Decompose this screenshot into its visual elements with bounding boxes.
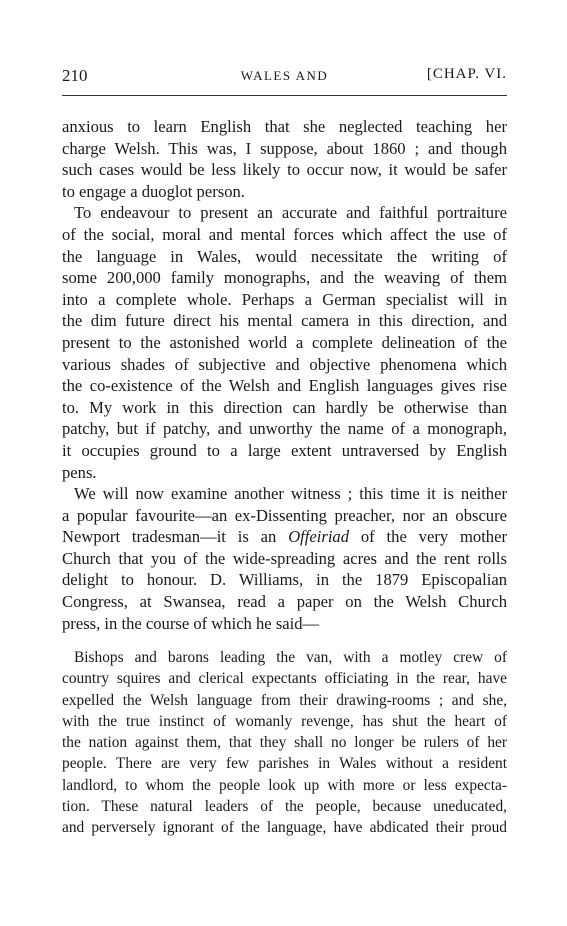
text-line: pens.	[62, 462, 97, 482]
text-line: press, in the course of which he said—	[62, 613, 320, 633]
text-line: To endeavour to present an accurate and faithful portraiture	[74, 203, 507, 223]
paragraph	[62, 483, 507, 634]
body-text	[62, 116, 507, 634]
text-line: to. My work in this direction can hardly be otherwise than	[62, 397, 507, 417]
quote-line: country squires and clerical expectants officiating in the rear, have	[62, 670, 507, 688]
text-line: various shades of subjective and objective phenomena which	[62, 354, 507, 374]
quote-line: tion. These natural leaders of the people, because uneducated,	[62, 798, 507, 816]
text-line: We will now examine another witness ; this time it is neither	[74, 484, 507, 504]
text-line: present to the astonished world a complete delineation of the	[62, 332, 507, 352]
text-line: some 200,000 family monographs, and the weaving of them	[62, 268, 507, 288]
quote-line: people. There are very few parishes in Wales without a resident	[62, 755, 507, 773]
text-line: delight to honour. D. Williams, in the 1879 Episcopalian	[62, 570, 507, 590]
text-line: the language in Wales, would necessitate the writing of	[62, 246, 507, 266]
text-span: Newport tradesman—it is an	[62, 527, 289, 547]
text-line: a popular favourite—an ex-Dissenting preacher, nor an obscure	[62, 505, 507, 525]
paragraph	[62, 116, 507, 202]
text-line: the dim future direct his mental camera in this direction, and	[62, 311, 507, 331]
text-line: to engage a duoglot person.	[62, 181, 245, 201]
text-line: of the social, moral and mental forces which affect the use of	[62, 224, 507, 244]
italic-term: Offeiriad	[288, 527, 350, 547]
text-line: patchy, but if patchy, and unworthy the name of a monograph,	[62, 419, 507, 439]
page-header	[62, 66, 507, 88]
text-line: such cases would be less likely to occur now, it would be safer	[62, 160, 507, 180]
running-title: WALES AND	[240, 68, 329, 83]
paragraph	[62, 202, 507, 483]
page-number: 210	[62, 66, 88, 85]
quote-line: the nation against them, that they shall no longer be rulers of her	[62, 734, 507, 752]
text-line: it occupies ground to a large extent untraversed by English	[62, 440, 507, 460]
text-line: charge Welsh. This was, I suppose, about 1860 ; and though	[62, 138, 507, 158]
text-line: Church that you of the wide-spreading acres and the rent rolls	[62, 548, 507, 568]
text-line: Congress, at Swansea, read a paper on the Welsh Church	[62, 592, 507, 612]
block-quote	[62, 647, 507, 839]
quote-line: with the true instinct of womanly revenge, has shut the heart of	[62, 712, 507, 730]
text-line: anxious to learn English that she neglected teaching her	[62, 117, 507, 136]
text-line: into a complete whole. Perhaps a German specialist will in	[62, 289, 507, 309]
quote-line: expelled the Welsh language from their drawing-rooms ; and she,	[62, 691, 507, 709]
text-line: the co-existence of the Welsh and English languages gives rise	[62, 376, 507, 396]
text-span: of the very mother	[349, 527, 507, 547]
header-rule	[62, 95, 507, 96]
quote-line: Bishops and barons leading the van, with a motley crew of	[74, 649, 507, 666]
quote-line: landlord, to whom the people look up with more or less expecta-	[62, 776, 507, 794]
text-line	[62, 526, 507, 548]
chapter-label: [CHAP. VI.	[426, 66, 507, 82]
quote-line: and perversely ignorant of the language, have abdicated their proud	[62, 819, 507, 837]
